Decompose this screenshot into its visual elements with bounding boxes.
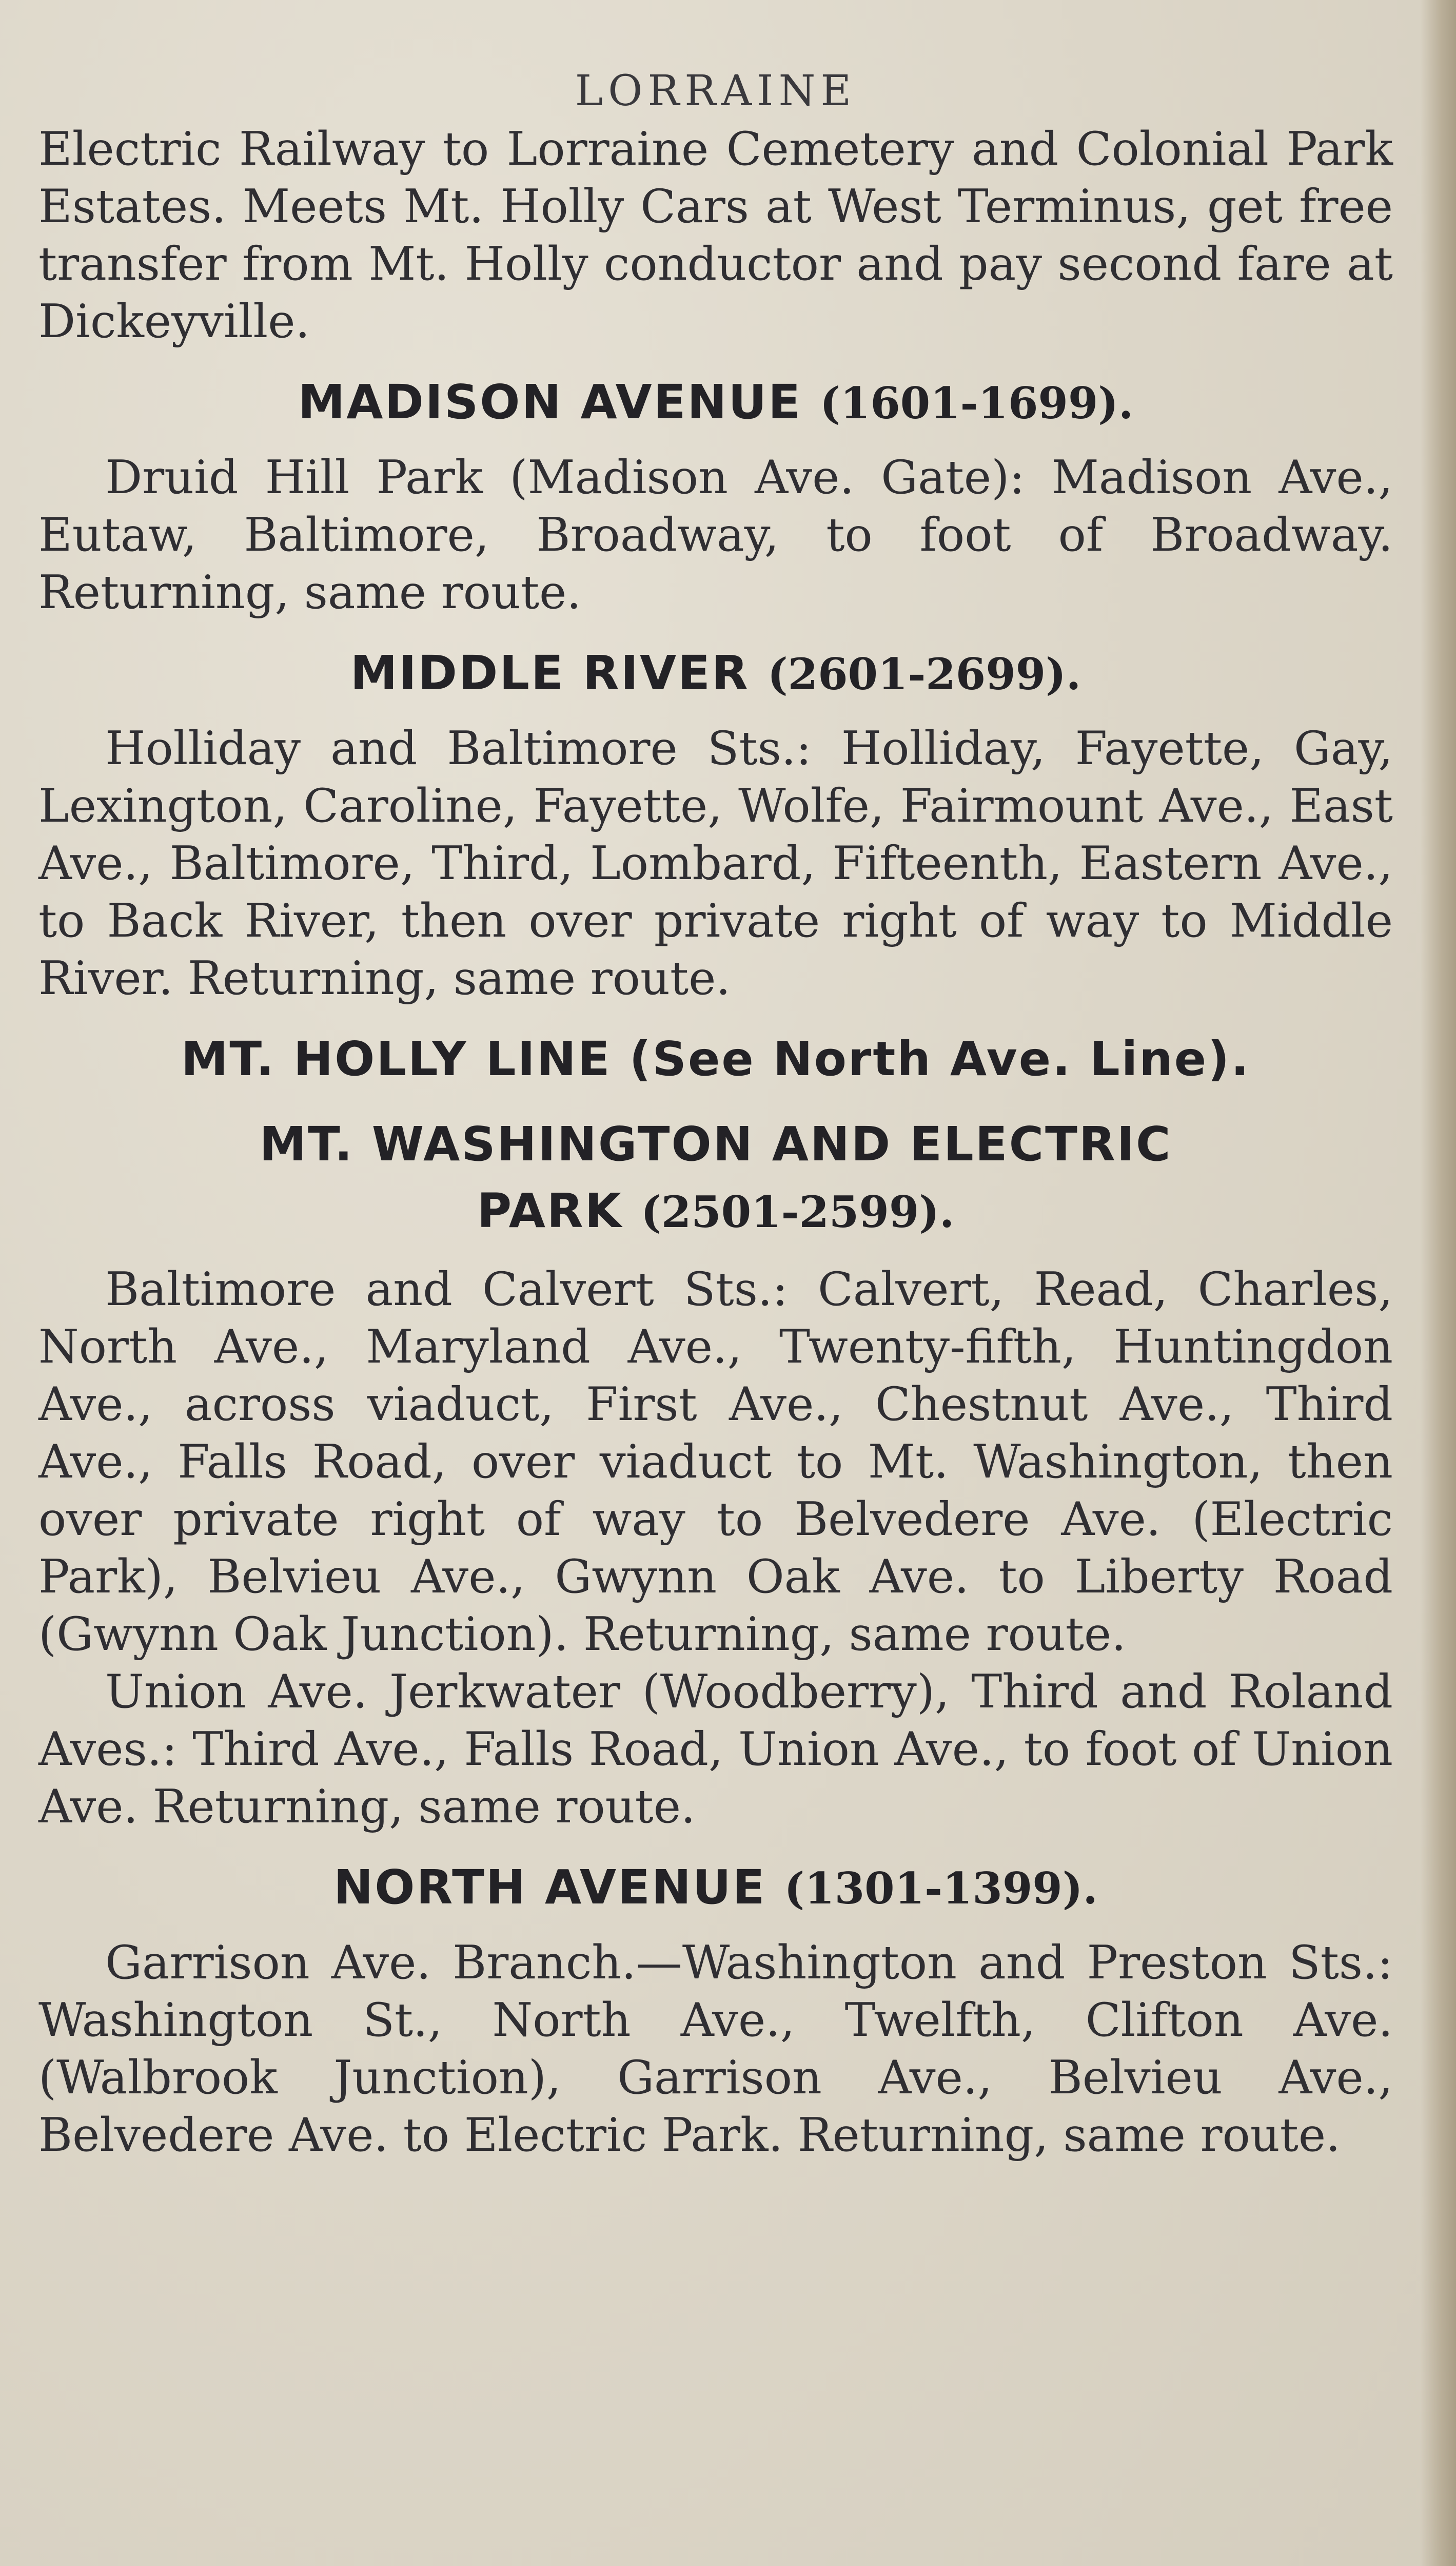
page-binding-edge <box>1420 0 1456 2566</box>
north-avenue-route-text: Garrison Ave. Branch.—Washington and Preston Sts.: Washington St., North Ave., Twelfth, Clifton Ave. (Walbrook Junction), Garrison Ave., Belvieu Ave., Belvedere Ave. to Electric Park. Returning, same route. <box>38 1936 1393 2162</box>
heading-madison-range: (1601-1699). <box>820 378 1134 429</box>
mt-washington-route-text: Baltimore and Calvert Sts.: Calvert, Read, Charles, North Ave., Maryland Ave., Twenty-fifth, Huntingdon Ave., across viaduct, First Ave., Chestnut Ave., Third Ave., Falls Road, over viaduct to Mt. Washington, then over private right of way to Belvedere Ave. (Electric Park), Belvieu Ave., Gwynn Oak Ave. to Liberty Road (Gwynn Oak Junction). Returning, same route. <box>38 1262 1393 1661</box>
middle-river-route-text: Holliday and Baltimore Sts.: Holliday, Fayette, Gay, Lexington, Caroline, Fayette, Wolfe, Fairmount Ave., East Ave., Baltimore, Third, Lombard, Fifteenth, Eastern Ave., to Back River, then over private right of way to Middle River. Returning, same route. <box>38 722 1393 1005</box>
heading-mt-washington-park: PARK <box>477 1183 623 1238</box>
lorraine-continuation: Electric Railway to Lorraine Cemetery and Colonial Park Estates. Meets Mt. Holly Cars at West Terminus, get free transfer from Mt. Holly conductor and pay second fare at Dickeyville. <box>38 122 1393 348</box>
heading-mt-washington-range: (2501-2599). <box>641 1187 955 1237</box>
heading-middle-river-range: (2601-2699). <box>767 649 1081 699</box>
heading-mt-holly-line: MT. HOLLY LINE (See North Ave. Line). <box>181 1032 1251 1086</box>
heading-mt-washington <box>38 1111 1393 1246</box>
heading-mt-washington-line1: MT. WASHINGTON AND ELECTRIC <box>259 1117 1172 1172</box>
heading-north-avenue-title: NORTH AVENUE <box>333 1860 766 1915</box>
heading-north-avenue <box>38 1857 1393 1919</box>
madison-route-text: Druid Hill Park (Madison Ave. Gate): Madison Ave., Eutaw, Baltimore, Broadway, to foot of Broadway. Returning, same route. <box>38 451 1393 619</box>
text-column <box>38 67 1393 2164</box>
heading-mt-washington-line2 <box>38 1178 1393 1246</box>
heading-madison-title: MADISON AVENUE <box>298 375 802 430</box>
heading-madison-avenue <box>38 372 1393 434</box>
heading-middle-river-title: MIDDLE RIVER <box>350 646 750 701</box>
running-head: LORRAINE <box>575 67 857 115</box>
heading-middle-river <box>38 643 1393 705</box>
heading-north-avenue-range: (1301-1399). <box>784 1863 1098 1914</box>
union-ave-route-text: Union Ave. Jerkwater (Woodberry), Third and Roland Aves.: Third Ave., Falls Road, Union Ave., to foot of Union Ave. Returning, same route. <box>38 1665 1393 1834</box>
